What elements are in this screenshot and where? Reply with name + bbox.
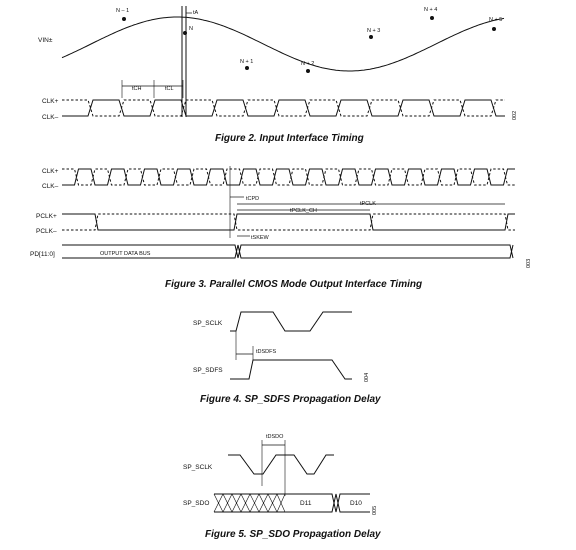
sample-point-n-plus-2 (301, 61, 314, 73)
vin-waveform (62, 17, 504, 71)
clk-plus-waveform (62, 169, 515, 185)
sp-sclk-label: SP_SCLK (193, 320, 223, 327)
figure-5-sp-sdo-propagation (183, 434, 381, 540)
figure-caption: Figure 5. SP_SDO Propagation Delay (205, 529, 381, 540)
tdsdo-label: tDSDO (266, 434, 284, 440)
pclk-plus-label: PCLK+ (36, 213, 57, 220)
tskew-label: tSKEW (251, 235, 269, 241)
figure-id: 002 (512, 110, 518, 120)
sdo-bus-upper (214, 494, 370, 512)
sp-sclk-waveform (230, 312, 352, 331)
figure-caption: Figure 4. SP_SDFS Propagation Delay (200, 394, 381, 405)
sample-point-n-plus-3 (367, 28, 380, 39)
sample-label: N – 1 (116, 8, 130, 14)
vin-label: VIN± (38, 37, 53, 44)
sdo-undefined-region (214, 494, 285, 512)
tcl-label: tCL (165, 86, 174, 92)
sp-sdo-label: SP_SDO (183, 500, 210, 507)
sample-label: N + 5 (489, 17, 503, 23)
figure-2-input-interface-timing (38, 6, 518, 144)
figure-id: 003 (526, 258, 532, 268)
pclk-minus-label: PCLK– (36, 228, 57, 235)
sample-point-n-minus-1 (116, 8, 129, 21)
tdsdfs-label: tDSDFS (256, 349, 277, 355)
clk-minus-label: CLK– (42, 114, 59, 121)
tpclk-label: tPCLK (360, 201, 376, 207)
sample-label: N + 1 (240, 59, 254, 65)
pd-bus-label: PD[11:0] (30, 251, 55, 258)
ta-label: tA (193, 10, 199, 16)
figure-caption: Figure 2. Input Interface Timing (215, 133, 364, 144)
output-data-bus-text: OUTPUT DATA BUS (100, 251, 151, 257)
d10-label: D10 (350, 500, 362, 507)
pclk-minus-waveform (62, 214, 515, 230)
figure-id: 005 (372, 505, 378, 515)
clk-minus-waveform (62, 100, 505, 116)
sp-sdfs-waveform (230, 360, 352, 379)
figure-4-sp-sdfs-propagation (193, 312, 381, 405)
sp-sdfs-label: SP_SDFS (193, 367, 223, 374)
sample-point-n-plus-4 (424, 7, 437, 20)
sample-point-n (183, 26, 193, 35)
tpclk-ch-label: tPCLK_CH (290, 208, 317, 214)
sample-point-n-plus-5 (489, 17, 502, 31)
sample-label: N + 4 (424, 7, 438, 13)
clk-minus-label: CLK– (42, 183, 59, 190)
sdo-bus-lower (214, 494, 370, 512)
pclk-plus-waveform (62, 214, 515, 230)
clk-plus-label: CLK+ (42, 98, 59, 105)
figure-id: 004 (364, 372, 370, 382)
clk-minus-waveform (62, 169, 515, 185)
figure-3-parallel-cmos-timing (30, 166, 532, 290)
sample-point-n-plus-1 (240, 59, 253, 70)
sp-sclk-waveform (228, 455, 334, 474)
clk-plus-waveform (62, 100, 505, 116)
figure-caption: Figure 3. Parallel CMOS Mode Output Interface Timing (165, 279, 423, 290)
sample-label: N + 2 (301, 61, 315, 67)
tcpd-label: tCPD (246, 196, 260, 202)
sample-label: N (189, 26, 193, 32)
clk-plus-label: CLK+ (42, 168, 59, 175)
sp-sclk-label: SP_SCLK (183, 464, 213, 471)
sample-label: N + 3 (367, 28, 381, 34)
tch-label: tCH (132, 86, 142, 92)
d11-label: D11 (300, 500, 312, 507)
